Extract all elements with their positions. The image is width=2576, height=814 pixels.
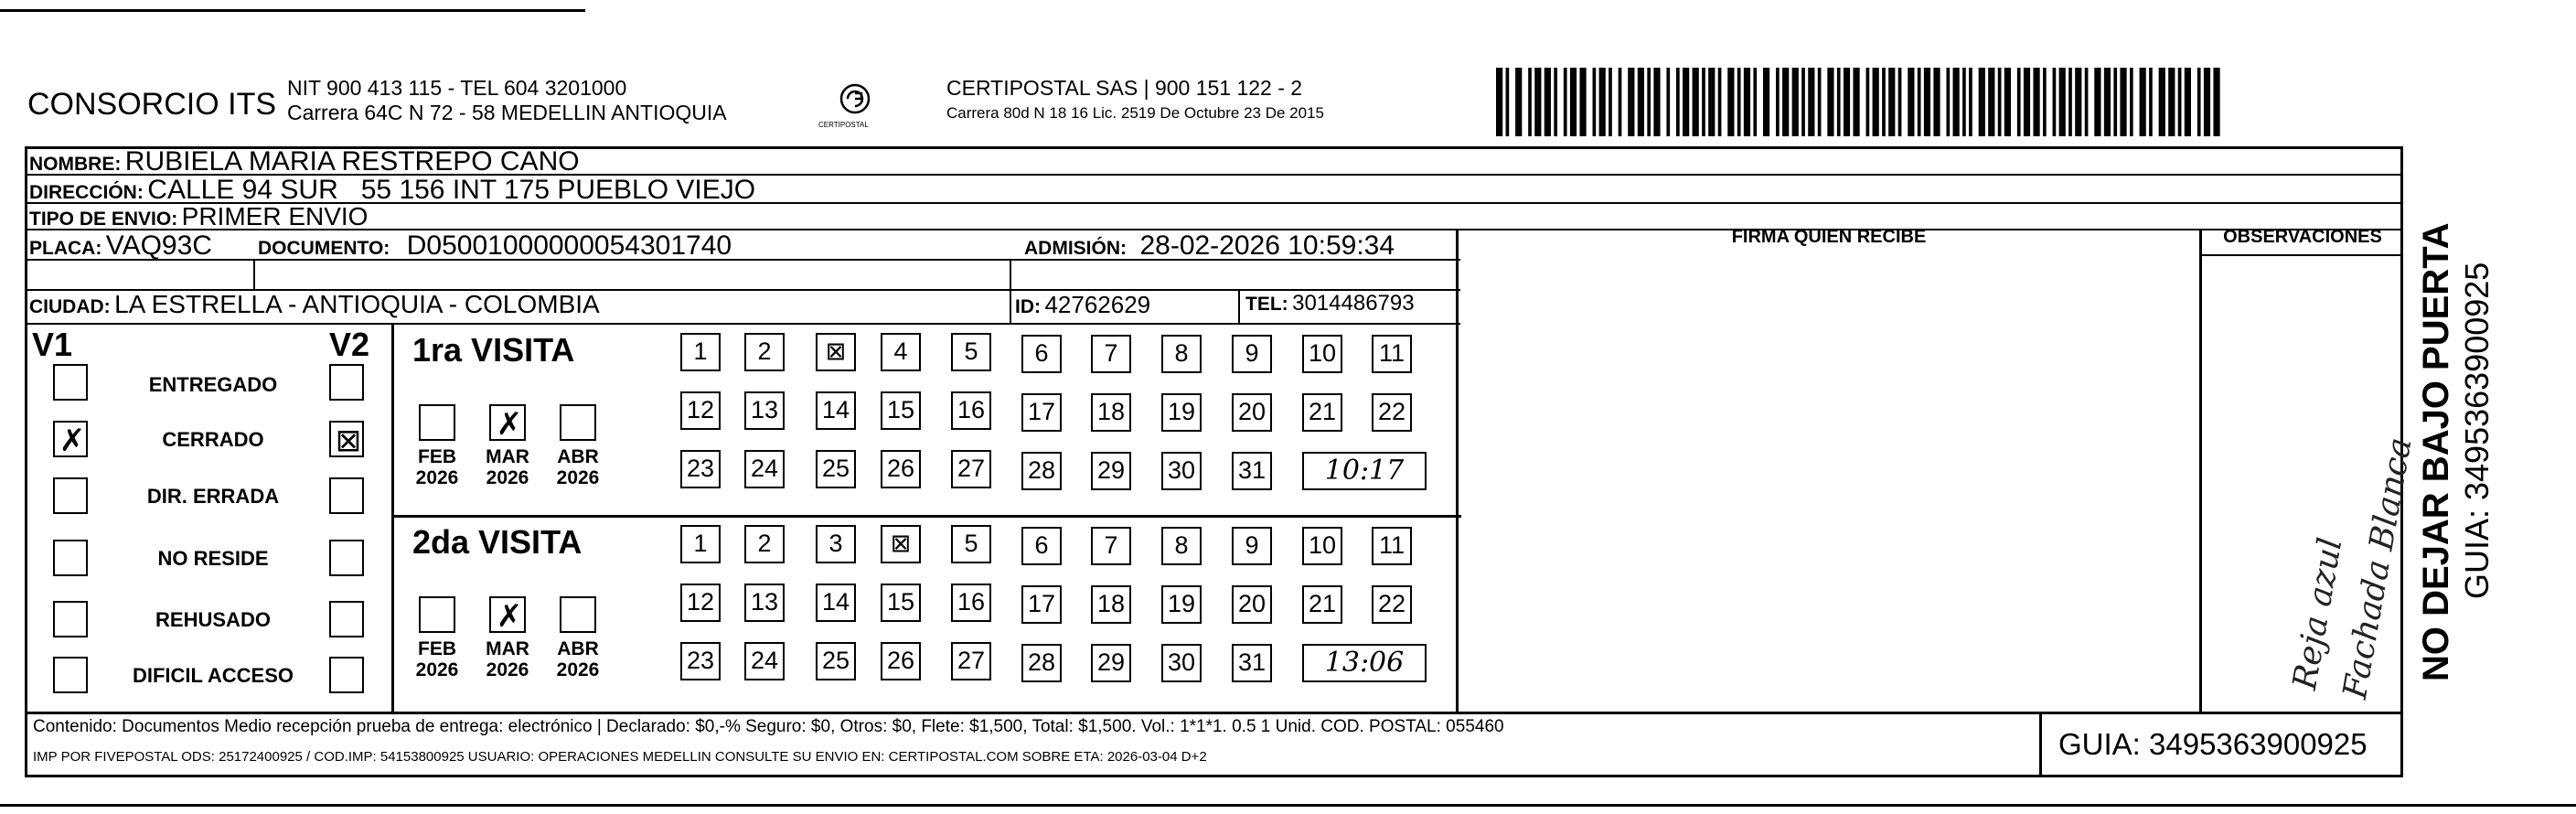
barcode-bar bbox=[2217, 68, 2220, 136]
barcode-bar bbox=[1519, 68, 1523, 136]
observaciones-header: OBSERVACIONES bbox=[2223, 227, 2382, 247]
barcode-bar bbox=[1737, 68, 1741, 136]
check-mark-icon: ⊠ bbox=[335, 423, 362, 459]
carrier-nit: CERTIPOSTAL SAS | 900 151 122 - 2 bbox=[946, 76, 1303, 100]
barcode-bar bbox=[1953, 68, 1957, 136]
side-guia: GUIA: 3495363900925 bbox=[2458, 262, 2496, 599]
visita2-day-box[interactable]: 7 bbox=[1091, 527, 1131, 565]
barcode-bar bbox=[1988, 68, 1992, 136]
barcode-bar bbox=[1844, 68, 1847, 136]
carrier-license: Carrera 80d N 18 16 Lic. 2519 De Octubre 23 De 2015 bbox=[946, 104, 1324, 122]
tipo-label: TIPO DE ENVIO: bbox=[29, 209, 178, 230]
barcode-bar bbox=[2123, 68, 2127, 136]
barcode-bar bbox=[1892, 68, 1896, 136]
placa-label: PLACA: bbox=[29, 238, 102, 259]
visita2-day-box[interactable]: 20 bbox=[1232, 585, 1272, 624]
col-divider bbox=[1238, 289, 1240, 324]
barcode-bar bbox=[2059, 68, 2063, 136]
barcode-bar bbox=[1888, 68, 1892, 136]
barcode-bar bbox=[1666, 68, 1670, 136]
carrier-info bbox=[946, 76, 1324, 125]
barcode-bar bbox=[1657, 68, 1661, 136]
barcode-bar bbox=[1631, 68, 1635, 136]
barcode-bar bbox=[1873, 68, 1876, 136]
barcode-bar bbox=[2094, 68, 2098, 136]
barcode-bar bbox=[1528, 68, 1532, 136]
visita2-month-checkbox[interactable] bbox=[419, 596, 455, 633]
visita1-day-box[interactable]: 21 bbox=[1302, 393, 1342, 432]
barcode-bar bbox=[1583, 68, 1587, 136]
visita2-day-box[interactable]: 13 bbox=[744, 584, 785, 622]
barcode-bar bbox=[2024, 68, 2027, 136]
visita1-day-box[interactable]: 26 bbox=[881, 450, 921, 488]
barcode-bar bbox=[1515, 68, 1519, 136]
nombre-value: RUBIELA MARIA RESTREPO CANO bbox=[124, 146, 580, 177]
col-divider bbox=[391, 323, 394, 712]
v1-checkbox[interactable] bbox=[53, 657, 88, 693]
barcode-bar bbox=[2185, 68, 2188, 136]
barcode-bar bbox=[1792, 68, 1796, 136]
side-warning: NO DEJAR BAJO PUERTA bbox=[2416, 222, 2456, 681]
visita2-time-box[interactable]: 13:06 bbox=[1302, 644, 1427, 682]
barcode-bar bbox=[1969, 68, 1972, 136]
visita1-day-box[interactable]: 24 bbox=[744, 450, 785, 488]
v2-checkbox[interactable] bbox=[329, 364, 364, 401]
v2-checkbox[interactable] bbox=[329, 540, 364, 576]
barcode-bar bbox=[1856, 68, 1860, 136]
visita2-day-box[interactable]: 16 bbox=[951, 584, 991, 622]
visita1-day-box[interactable]: 17 bbox=[1021, 393, 1062, 432]
barcode-bar bbox=[2187, 68, 2191, 136]
status-label: CERRADO bbox=[162, 428, 264, 451]
v2-checkbox[interactable] bbox=[329, 657, 364, 693]
check-mark-icon: ✗ bbox=[59, 423, 86, 459]
barcode-bar bbox=[1647, 68, 1651, 136]
barcode-bar bbox=[2130, 68, 2133, 136]
barcode-bar bbox=[2162, 68, 2165, 136]
visita1-day-box[interactable]: 31 bbox=[1232, 452, 1272, 490]
visita1-day-box[interactable]: 11 bbox=[1372, 335, 1412, 373]
barcode-bar bbox=[1866, 68, 1870, 136]
barcode-bar bbox=[1786, 68, 1790, 136]
admision-value: 28-02-2026 10:59:34 bbox=[1139, 230, 1395, 261]
barcode-bar bbox=[1693, 68, 1696, 136]
barcode-bar bbox=[2036, 68, 2040, 136]
visita1-day-box[interactable]: 2 bbox=[744, 333, 785, 371]
barcode-bar bbox=[1763, 68, 1767, 136]
visita1-day-box[interactable]: 27 bbox=[951, 450, 991, 488]
firma-header: FIRMA QUIEN RECIBE bbox=[1731, 227, 1927, 247]
barcode-bar bbox=[1653, 68, 1657, 136]
company-nit: NIT 900 413 115 - TEL 604 3201000 bbox=[287, 76, 627, 100]
visita1-month-checkbox[interactable] bbox=[489, 404, 526, 441]
barcode-bar bbox=[1846, 68, 1850, 136]
v1-checkbox[interactable] bbox=[53, 601, 88, 637]
barcode-bar bbox=[1812, 68, 1815, 136]
visita1-day-box[interactable]: 22 bbox=[1372, 393, 1412, 432]
barcode-bar bbox=[1545, 68, 1548, 136]
check-mark-icon: ✗ bbox=[496, 598, 523, 635]
visita1-day-box[interactable]: 12 bbox=[680, 391, 721, 430]
barcode-bar bbox=[2168, 68, 2172, 136]
visita2-day-box[interactable]: 2 bbox=[744, 525, 785, 563]
barcode-bar bbox=[1496, 68, 1500, 136]
barcode-bar bbox=[2098, 68, 2101, 136]
barcode-bar bbox=[2159, 68, 2163, 136]
visita2-day-box[interactable]: 14 bbox=[816, 584, 856, 622]
barcode-bar bbox=[1593, 68, 1597, 136]
barcode-bar bbox=[1956, 68, 1960, 136]
barcode-bar bbox=[1564, 68, 1567, 136]
v2-checkbox[interactable] bbox=[329, 477, 364, 514]
nombre-label: NOMBRE: bbox=[29, 154, 122, 175]
col-divider bbox=[1010, 259, 1011, 324]
col-divider bbox=[2199, 229, 2202, 712]
visita2-day-box[interactable]: 25 bbox=[816, 642, 856, 680]
barcode-bar bbox=[2079, 68, 2082, 136]
visita1-day-box[interactable]: 30 bbox=[1161, 452, 1202, 490]
top-rule bbox=[0, 9, 585, 12]
admision-field bbox=[1024, 230, 1395, 262]
visita1-day-box[interactable]: 23 bbox=[680, 450, 721, 488]
footer-imp: IMP POR FIVEPOSTAL ODS: 25172400925 / COD.IMP: 54153800925 USUARIO: OPERACIONES MEDELLIN CONSULTE SU ENVIO EN: CERTIPOSTAL.COM SOBRE ETA: 2026-03-04 D+2 bbox=[33, 749, 1207, 765]
ciudad-field bbox=[29, 290, 600, 319]
visita2-day-box[interactable]: 27 bbox=[951, 642, 991, 680]
barcode-bar bbox=[2113, 68, 2117, 136]
company-name: CONSORCIO ITS bbox=[27, 87, 277, 122]
placa-value: VAQ93C bbox=[105, 230, 212, 261]
barcode-bar bbox=[1573, 68, 1577, 136]
barcode-bar bbox=[2213, 68, 2217, 136]
tel-label: TEL: bbox=[1245, 294, 1288, 315]
visita1-day-box[interactable]: 8 bbox=[1161, 335, 1202, 373]
visita2-day-box[interactable]: 28 bbox=[1021, 644, 1062, 682]
v2-checkbox[interactable] bbox=[329, 421, 364, 457]
visita2-month-label: ABR 2026 bbox=[556, 638, 600, 680]
barcode-bar bbox=[1695, 68, 1699, 136]
barcode-bar bbox=[1882, 68, 1886, 136]
visita2-month-label: FEB 2026 bbox=[415, 638, 459, 680]
barcode-bar bbox=[1766, 68, 1769, 136]
visita2-day-box[interactable]: 23 bbox=[680, 642, 721, 680]
status-label: ENTREGADO bbox=[148, 373, 278, 396]
visita1-day-box[interactable]: 25 bbox=[816, 450, 856, 488]
visita2-day-box[interactable]: 11 bbox=[1372, 527, 1412, 565]
documento-field bbox=[258, 230, 732, 262]
visita2-day-box[interactable]: 9 bbox=[1232, 527, 1272, 565]
visita1-day-box[interactable]: 5 bbox=[951, 333, 991, 371]
visita2-day-box[interactable]: 26 bbox=[881, 642, 921, 680]
visita-divider bbox=[391, 515, 1461, 518]
barcode-bar bbox=[1500, 68, 1503, 136]
visita1-month-label: ABR 2026 bbox=[556, 446, 600, 488]
visita2-day-box[interactable]: 30 bbox=[1161, 644, 1202, 682]
v2-header: V2 bbox=[329, 326, 370, 363]
id-value: 42762629 bbox=[1044, 291, 1151, 318]
visita1-day-box[interactable]: 10 bbox=[1302, 335, 1342, 373]
barcode-bar bbox=[1638, 68, 1641, 136]
barcode-bar bbox=[1876, 68, 1879, 136]
v1-checkbox[interactable] bbox=[53, 540, 88, 576]
visita1-month-checkbox[interactable] bbox=[560, 404, 596, 441]
barcode-bar bbox=[1853, 68, 1856, 136]
barcode-bar bbox=[1998, 68, 2002, 136]
barcode-bar bbox=[1924, 68, 1928, 136]
ciudad-label: CIUDAD: bbox=[29, 296, 111, 317]
visita1-day-box[interactable]: 6 bbox=[1021, 335, 1062, 373]
logo-label: CERTIPOSTAL bbox=[818, 121, 869, 129]
barcode-bar bbox=[2043, 68, 2047, 136]
ciudad-value: LA ESTRELLA - ANTIOQUIA - COLOMBIA bbox=[114, 290, 600, 318]
col-divider bbox=[1456, 229, 1459, 712]
visita2-day-box[interactable]: 10 bbox=[1302, 527, 1342, 565]
barcode-bar bbox=[2104, 68, 2108, 136]
visita2-day-box[interactable]: 22 bbox=[1372, 585, 1412, 624]
visita2-day-box[interactable]: 31 bbox=[1232, 644, 1272, 682]
visita2-day-box[interactable]: 24 bbox=[744, 642, 785, 680]
visita2-day-box[interactable]: 21 bbox=[1302, 585, 1342, 624]
barcode-bar bbox=[1808, 68, 1812, 136]
visita1-day-box[interactable]: 7 bbox=[1091, 335, 1131, 373]
visita1-day-box[interactable]: 18 bbox=[1091, 393, 1131, 432]
visita2-month-checkbox[interactable] bbox=[489, 596, 526, 633]
barcode-bar bbox=[2107, 68, 2111, 136]
barcode-bar bbox=[2053, 68, 2057, 136]
tipo-row bbox=[29, 202, 368, 231]
visita2-month-label: MAR 2026 bbox=[486, 638, 529, 680]
visita2-day-box[interactable]: 15 bbox=[881, 584, 921, 622]
documento-value: D05001000000054301740 bbox=[406, 230, 732, 261]
barcode-bar bbox=[1744, 68, 1748, 136]
status-label: REHUSADO bbox=[155, 608, 271, 631]
barcode-bar bbox=[2033, 68, 2036, 136]
visita2-day-box[interactable]: 18 bbox=[1091, 585, 1131, 624]
visita1-day-box[interactable]: 29 bbox=[1091, 452, 1131, 490]
visita1-day-box[interactable]: 19 bbox=[1161, 393, 1202, 432]
barcode-bar bbox=[1927, 68, 1930, 136]
barcode-bar bbox=[2172, 68, 2175, 136]
status-label: DIR. ERRADA bbox=[146, 485, 280, 508]
visita2-day-box[interactable]: 5 bbox=[951, 525, 991, 563]
v2-checkbox[interactable] bbox=[329, 601, 364, 637]
barcode-bar bbox=[2007, 68, 2011, 136]
barcode-bar bbox=[1641, 68, 1644, 136]
barcode-bar bbox=[1782, 68, 1786, 136]
id-label: ID: bbox=[1015, 296, 1041, 317]
barcode-bar bbox=[1628, 68, 1631, 136]
barcode-bar bbox=[1837, 68, 1841, 136]
barcode-bar bbox=[2207, 68, 2210, 136]
visita2-day-box[interactable]: ⊠ bbox=[881, 525, 921, 563]
visita1-day-box[interactable]: ⊠ bbox=[816, 333, 856, 371]
barcode-bar bbox=[2140, 68, 2143, 136]
id-field bbox=[1015, 291, 1150, 319]
company-info bbox=[287, 76, 727, 125]
admision-label: ADMISIÓN: bbox=[1024, 238, 1127, 259]
visita2-day-box[interactable]: 17 bbox=[1021, 585, 1062, 624]
visita2-day-box[interactable]: 6 bbox=[1021, 527, 1062, 565]
barcode-bar bbox=[1933, 68, 1937, 136]
barcode-bar bbox=[2197, 68, 2201, 136]
visita1-day-box[interactable]: 16 bbox=[951, 391, 991, 430]
barcode-bar bbox=[1898, 68, 1902, 136]
barcode-bar bbox=[2120, 68, 2123, 136]
barcode-bar bbox=[2004, 68, 2008, 136]
visita1-day-box[interactable]: 9 bbox=[1232, 335, 1272, 373]
footer-divider bbox=[25, 712, 2403, 714]
barcode-bar bbox=[2204, 68, 2207, 136]
barcode-bar bbox=[1547, 68, 1551, 136]
visita1-day-box[interactable]: 28 bbox=[1021, 452, 1062, 490]
row-divider bbox=[2199, 254, 2403, 256]
v1-checkbox[interactable] bbox=[53, 477, 88, 514]
barcode-bar bbox=[1718, 68, 1722, 136]
barcode-bar bbox=[1609, 68, 1612, 136]
bottom-rule bbox=[0, 804, 2576, 807]
barcode-bar bbox=[1619, 68, 1622, 136]
barcode-bar bbox=[1686, 68, 1690, 136]
barcode-bar bbox=[1506, 68, 1510, 136]
nombre-row bbox=[29, 146, 580, 177]
direccion-value: CALLE 94 SUR 55 156 INT 175 PUEBLO VIEJO bbox=[147, 175, 756, 205]
footer-contents: Contenido: Documentos Medio recepción prueba de entrega: electrónico | Declarado: $0,-% Seguro: $0, Otros: $0, Flete: $1,500, Total: $1,500. Vol.: 1*1*1. 0.5 1 Unid. COD. POSTAL: 055460 bbox=[33, 717, 1504, 736]
visita1-day-box[interactable]: 14 bbox=[816, 391, 856, 430]
barcode-bar bbox=[2026, 68, 2030, 136]
visita1-time-box[interactable]: 10:17 bbox=[1302, 452, 1427, 490]
col-divider bbox=[2039, 712, 2042, 777]
barcode-bar bbox=[1753, 68, 1757, 136]
barcode-bar bbox=[1982, 68, 1985, 136]
barcode-bar bbox=[1937, 68, 1940, 136]
barcode-bar bbox=[1683, 68, 1686, 136]
barcode-bar bbox=[1712, 68, 1716, 136]
visita2-day-box[interactable]: 3 bbox=[816, 525, 856, 563]
v1-checkbox[interactable] bbox=[53, 364, 88, 401]
visita2-day-box[interactable]: 1 bbox=[680, 525, 721, 563]
barcode-bar bbox=[1908, 68, 1911, 136]
barcode-bar bbox=[1827, 68, 1831, 136]
barcode-bar bbox=[1731, 68, 1735, 136]
barcode-bar bbox=[1676, 68, 1680, 136]
visita2-title: 2da VISITA bbox=[412, 523, 583, 561]
row-divider bbox=[25, 323, 1460, 325]
status-label: NO RESIDE bbox=[157, 547, 269, 570]
barcode-bar bbox=[1534, 68, 1538, 136]
barcode-bar bbox=[1911, 68, 1915, 136]
barcode-bar bbox=[2068, 68, 2072, 136]
barcode-bar bbox=[1579, 68, 1583, 136]
direccion-row bbox=[29, 175, 755, 206]
visita1-month-label: MAR 2026 bbox=[486, 446, 529, 488]
barcode-bar bbox=[2178, 68, 2182, 136]
observation-note-1: Reja azul bbox=[2286, 534, 2350, 693]
guia-number: GUIA: 3495363900925 bbox=[2058, 727, 2368, 761]
visita1-day-box[interactable]: 20 bbox=[1232, 393, 1272, 432]
barcode-bar bbox=[1946, 68, 1950, 136]
visita2-month-checkbox[interactable] bbox=[560, 596, 596, 633]
barcode-bar bbox=[1776, 68, 1780, 136]
barcode-bar bbox=[1538, 68, 1542, 136]
barcode-bar bbox=[1602, 68, 1606, 136]
tipo-value: PRIMER ENVIO bbox=[181, 202, 369, 230]
barcode-bar bbox=[1708, 68, 1712, 136]
tel-field bbox=[1245, 291, 1415, 316]
barcode-bar bbox=[1918, 68, 1921, 136]
visita1-day-box[interactable]: 4 bbox=[881, 333, 921, 371]
visita1-day-box[interactable]: 1 bbox=[680, 333, 721, 371]
barcode bbox=[1496, 68, 2223, 136]
certipostal-logo-icon bbox=[828, 80, 882, 122]
placa-field bbox=[29, 230, 212, 262]
barcode-bar bbox=[2085, 68, 2089, 136]
observation-note-2: Fachada Blanca bbox=[2336, 434, 2420, 702]
visita2-day-box[interactable]: 19 bbox=[1161, 585, 1202, 624]
barcode-bar bbox=[2062, 68, 2066, 136]
documento-label: DOCUMENTO: bbox=[258, 238, 390, 259]
barcode-bar bbox=[1801, 68, 1805, 136]
barcode-bar bbox=[1962, 68, 1966, 136]
barcode-bar bbox=[1727, 68, 1731, 136]
barcode-bar bbox=[1818, 68, 1822, 136]
status-label: DIFICIL ACCESO bbox=[132, 664, 294, 687]
barcode-bar bbox=[2075, 68, 2079, 136]
check-mark-icon: ✗ bbox=[496, 406, 523, 443]
barcode-bar bbox=[1599, 68, 1603, 136]
visita2-day-box[interactable]: 12 bbox=[680, 584, 721, 622]
company-address: Carrera 64C N 72 - 58 MEDELLIN ANTIOQUIA bbox=[287, 101, 727, 124]
barcode-bar bbox=[1992, 68, 1995, 136]
barcode-bar bbox=[2017, 68, 2021, 136]
visita1-month-checkbox[interactable] bbox=[419, 404, 455, 441]
barcode-bar bbox=[1979, 68, 1983, 136]
visita1-day-box[interactable]: 13 bbox=[744, 391, 785, 430]
barcode-bar bbox=[1747, 68, 1750, 136]
tel-value: 3014486793 bbox=[1292, 291, 1415, 316]
col-divider bbox=[253, 259, 255, 290]
barcode-bar bbox=[1570, 68, 1574, 136]
barcode-bar bbox=[1554, 68, 1557, 136]
v1-checkbox[interactable] bbox=[53, 421, 88, 457]
barcode-bar bbox=[2149, 68, 2153, 136]
barcode-bar bbox=[1702, 68, 1705, 136]
barcode-bar bbox=[2143, 68, 2146, 136]
barcode-bar bbox=[1831, 68, 1834, 136]
direccion-label: DIRECCIÓN: bbox=[29, 182, 144, 203]
v1-header: V1 bbox=[32, 326, 73, 363]
visita1-month-label: FEB 2026 bbox=[415, 446, 459, 488]
visita1-day-box[interactable]: 15 bbox=[881, 391, 921, 430]
visita1-title: 1ra VISITA bbox=[412, 331, 575, 369]
barcode-bar bbox=[1795, 68, 1799, 136]
visita2-day-box[interactable]: 8 bbox=[1161, 527, 1202, 565]
visita2-day-box[interactable]: 29 bbox=[1091, 644, 1131, 682]
